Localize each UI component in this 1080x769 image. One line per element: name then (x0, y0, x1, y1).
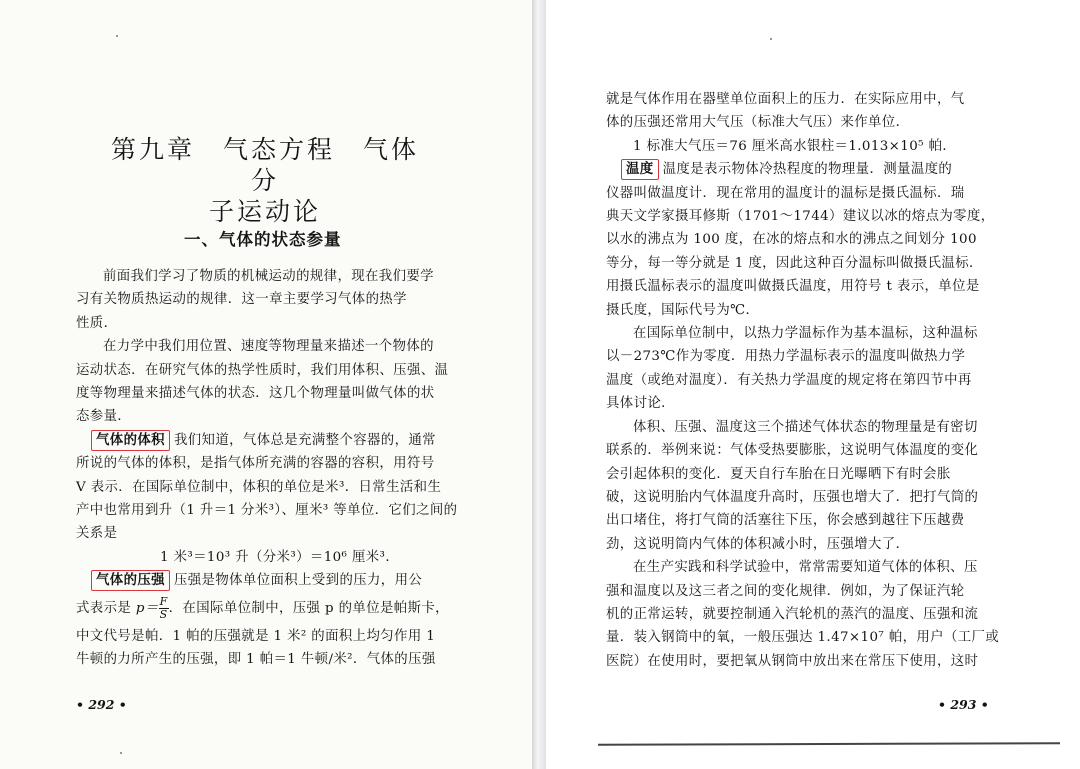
left-body (76, 265, 457, 672)
paragraph-line: 就是气体作用在器壁单位面积上的压力．在实际应用中，气 (606, 92, 965, 107)
paragraph-line: 破，这说明胎内气体温度升高时，压强也增大了．把打气筒的 (606, 489, 979, 505)
formula-lhs: p＝ (135, 600, 159, 616)
left-page (0, 0, 532, 769)
term-box-pressure: 气体的压强 (91, 570, 170, 591)
paragraph-line: 牛顿的力所产生的压强，即 1 帕＝1 牛顿/米²．气体的压强 (76, 652, 436, 668)
paragraph-line: 典天文学家摄耳修斯（1701～1744）建议以冰的熔点为零度， (606, 209, 995, 225)
paragraph-line: 气体的体积 我们知道，气体总是充满整个容器的，通常 (76, 429, 457, 452)
scan-speck (120, 752, 122, 754)
paragraph-line: 摄氏度，国际代号为℃． (606, 302, 760, 318)
paragraph-line: 劲，这说明筒内气体的体积减小时，压强增大了． (606, 536, 910, 552)
atm-equation: 1 标准大气压＝76 厘米高水银柱＝1.013×10⁵ 帕． (633, 138, 957, 154)
paragraph-line: 出口堵住，将打气筒的活塞往下压，你会感到越往下压越费 (606, 513, 965, 529)
paragraph-line: 以水的沸点为 100 度，在冰的熔点和水的沸点之间划分 100 (606, 232, 977, 248)
paragraph-line: 体的压强还常用大气压（标准大气压）来作单位． (606, 115, 910, 131)
paragraph-line: 关系是 (76, 526, 118, 542)
pressure-formula-line: 式表示是 p＝ $\frac{F}{S}$ ．在国际单位制中，压强 p 的单位是帕斯卡， (76, 594, 449, 621)
paragraph-line: 所说的气体的体积，是指气体所充满的容器的容积，用符号 (76, 456, 435, 472)
page-number: • 293 • (938, 697, 989, 712)
paragraph-line: 强和温度以及这三者之间的变化规律．例如，为了保证汽轮 (606, 583, 965, 599)
chapter-title: 第九章 气态方程 气体分 子运动论 (110, 135, 419, 226)
right-body (606, 88, 999, 673)
paragraph-line: 会引起体积的变化．夏天自行车胎在日光曝晒下有时会胀 (606, 466, 951, 482)
formula-fraction: $\frac{F}{S}$ (159, 594, 168, 621)
paragraph-line: 仪器叫做温度计．现在常用的温度计的温标是摄氏温标．瑞 (606, 185, 965, 201)
paragraph-line: 医院）在使用时，要把氧从钢筒中放出来在常压下使用，这时 (606, 653, 979, 669)
paragraph-line: 运动状态．在研究气体的热学性质时，我们用体积、压强、温 (76, 362, 449, 378)
paragraph-line: 在国际单位制中，以热力学温标作为基本温标，这种温标 (633, 326, 978, 342)
paragraph-line: 体积、压强、温度这三个描述气体状态的物理量是有密切 (633, 419, 978, 435)
paragraph-line: 温度 温度是表示物体冷热程度的物理量．测量温度的 (606, 158, 999, 181)
paragraph-line: 在力学中我们用位置、速度等物理量来描述一个物体的 (103, 339, 434, 355)
paragraph-line: 机的正常运转，就要控制通入汽轮机的蒸汽的温度、压强和流 (606, 606, 979, 622)
page-number: • 292 • (76, 697, 127, 712)
paragraph-line: 度等物理量来描述气体的状态．这几个物理量叫做气体的状 (76, 386, 435, 402)
paragraph-line: 量．装入钢筒中的氧，一般压强达 1.47×10⁷ 帕，用户（工厂或 (606, 630, 1000, 646)
scan-speck (116, 35, 118, 37)
right-page (546, 0, 1080, 769)
term-box-temperature: 温度 (621, 159, 659, 180)
paragraph-line: 具体讨论． (606, 396, 675, 412)
paragraph-line: 用摄氏温标表示的温度叫做摄氏温度，用符号 t 表示，单位是 (606, 279, 980, 295)
section-title: 一、气体的状态参量 (184, 230, 342, 249)
paragraph-line: 中文代号是帕．1 帕的压强就是 1 米² 的面积上均匀作用 1 (76, 628, 436, 644)
book-gutter (532, 0, 546, 769)
paragraph-line: 性质． (76, 315, 118, 331)
paragraph-line: 以－273℃作为零度．用热力学温标表示的温度叫做热力学 (606, 349, 966, 365)
paragraph-line: 在生产实践和科学试验中，常常需要知道气体的体积、压 (633, 560, 978, 576)
paragraph-line: 前面我们学习了物质的机械运动的规律，现在我们要学 (103, 269, 434, 284)
paragraph-line: 气体的压强 压强是物体单位面积上受到的压力，用公 (76, 569, 457, 592)
paragraph-line: 态参量． (76, 409, 132, 425)
paragraph-line: V 表示．在国际单位制中，体积的单位是米³．日常生活和生 (76, 479, 442, 495)
paragraph-line: 温度（或绝对温度）．有关热力学温度的规定将在第四节中再 (606, 372, 972, 388)
paragraph-line: 习有关物质热运动的规律．这一章主要学习气体的热学 (76, 292, 407, 308)
paragraph-line: 联系的．举例来说：气体受热要膨胀，这说明气体温度的变化 (606, 443, 979, 459)
volume-equation: 1 米³＝10³ 升（分米³）＝10⁶ 厘米³． (160, 549, 400, 565)
scan-speck (770, 38, 772, 40)
paragraph-line: 产中也常用到升（1 升＝1 分米³）、厘米³ 等单位．它们之间的 (76, 503, 458, 519)
term-box-volume: 气体的体积 (91, 430, 170, 451)
paragraph-line: 等分，每一等分就是 1 度，因此这种百分温标叫做摄氏温标． (606, 255, 983, 271)
